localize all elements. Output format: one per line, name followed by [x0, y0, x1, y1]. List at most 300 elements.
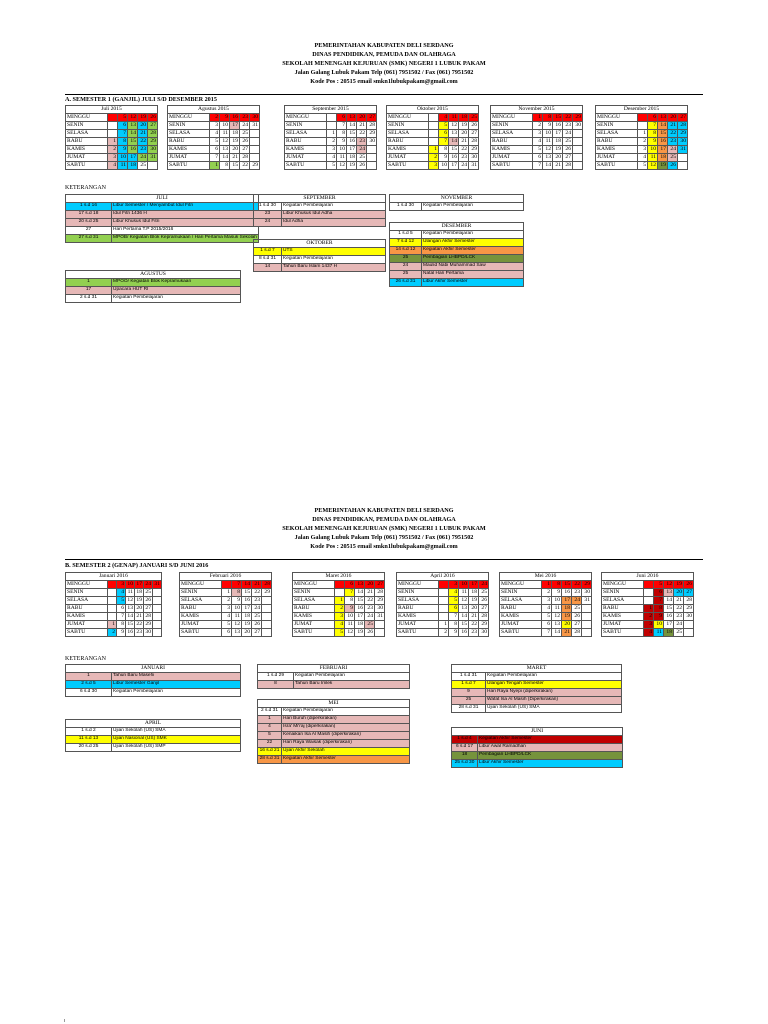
- date-cell: 22: [357, 130, 367, 138]
- week-row: [66, 629, 162, 637]
- week-row: [491, 122, 583, 130]
- date-cell: 20: [357, 114, 367, 122]
- week-row: [66, 146, 158, 154]
- note-date: 27: [66, 227, 112, 235]
- note-description: Ulangan Tengah Semester: [486, 681, 622, 689]
- date-cell: [375, 629, 385, 637]
- week-row: [596, 154, 688, 162]
- date-cell: 8: [232, 589, 242, 597]
- date-cell: [429, 130, 439, 138]
- date-cell: 27: [145, 605, 151, 611]
- date-cell: [644, 589, 654, 597]
- note-description: Kegiatan Pembelajaran: [282, 256, 386, 264]
- week-row: [500, 621, 592, 629]
- date-cell: 9: [232, 597, 242, 605]
- date-cell: 5: [638, 162, 648, 170]
- note-date: 5: [258, 732, 282, 740]
- note-description: Kegiatan Pembelajaran: [112, 689, 241, 697]
- date-cell: 11: [337, 154, 347, 162]
- date-cell: 31: [469, 162, 479, 170]
- date-cell: 28: [572, 629, 582, 637]
- week-row: [285, 162, 377, 170]
- date-cell: 28: [262, 581, 272, 589]
- date-cell: 25: [365, 621, 375, 629]
- note-date: 1 s.d 31: [452, 673, 486, 681]
- month-title: April 2016: [397, 573, 489, 581]
- week-row: [387, 146, 479, 154]
- date-cell: 13: [658, 114, 668, 122]
- day-name: SENIN: [596, 122, 638, 130]
- date-cell: 25: [240, 130, 250, 138]
- week-row: [180, 629, 272, 637]
- week-row: [66, 122, 158, 130]
- date-cell: 24: [459, 162, 469, 170]
- date-cell: 1: [542, 581, 552, 589]
- date-cell: 4: [108, 162, 118, 170]
- note-row: [66, 681, 241, 689]
- note-row: [390, 263, 524, 271]
- week-row: [500, 629, 592, 637]
- date-cell: 24: [145, 581, 151, 587]
- date-cell: 19: [562, 613, 572, 621]
- note-description: Kegiatan Pembelajaran: [422, 231, 524, 239]
- note-date: 25 s.d 30: [452, 760, 478, 768]
- note-date: 2 s.d 31: [258, 708, 282, 716]
- date-cell: 10: [232, 605, 242, 613]
- note-date: 16 s.d 21: [258, 748, 282, 756]
- date-cell: 22: [365, 597, 375, 605]
- week-row: [180, 581, 272, 589]
- note-description: Natal Hari Pertama: [422, 271, 524, 279]
- letterhead-2: [0, 506, 768, 551]
- date-cell: 1: [335, 597, 345, 605]
- date-cell: [262, 629, 272, 637]
- date-cell: 28: [375, 589, 385, 597]
- note-date: 1 s.d 5: [390, 231, 422, 239]
- date-cell: 6: [337, 114, 347, 122]
- week-row: [387, 138, 479, 146]
- date-cell: [678, 154, 688, 162]
- date-cell: 8: [220, 162, 230, 170]
- note-month-title: JUNI: [452, 728, 623, 736]
- week-row: [293, 581, 385, 589]
- date-cell: 5: [533, 146, 543, 154]
- note-description: Libur Khusus Idul Fitri: [112, 219, 259, 227]
- date-cell: 20: [562, 621, 572, 629]
- month-calendar: [490, 105, 583, 170]
- week-row: [66, 597, 162, 605]
- note-month-title: NOVEMBER: [390, 195, 524, 203]
- date-cell: 30: [367, 138, 377, 146]
- date-cell: 15: [459, 621, 469, 629]
- note-table-juni: [451, 727, 623, 768]
- week-row: [66, 605, 162, 613]
- date-cell: 29: [367, 130, 377, 138]
- date-cell: 18: [562, 605, 572, 613]
- date-cell: 17: [449, 162, 459, 170]
- date-cell: 6: [117, 605, 126, 613]
- week-row: [491, 114, 583, 122]
- note-description: Idul Fitri 1436 H: [112, 211, 259, 219]
- day-name: SELASA: [491, 130, 533, 138]
- date-cell: 11: [543, 138, 553, 146]
- date-cell: 8: [654, 605, 664, 613]
- date-cell: 24: [668, 146, 678, 154]
- date-cell: 19: [355, 629, 365, 637]
- date-cell: 2: [439, 629, 449, 637]
- date-cell: 8: [552, 581, 562, 589]
- date-cell: 25: [563, 138, 573, 146]
- day-name: SENIN: [285, 122, 327, 130]
- day-name: MINGGU: [293, 581, 335, 589]
- date-cell: 16: [242, 597, 252, 605]
- date-cell: 18: [128, 162, 138, 170]
- date-cell: 12: [232, 621, 242, 629]
- date-cell: 14: [552, 629, 562, 637]
- note-row: [452, 697, 622, 705]
- date-cell: 28: [148, 130, 158, 138]
- note-date: 28 s.d 31: [452, 705, 486, 713]
- day-name: MINGGU: [602, 581, 644, 589]
- date-cell: 9: [220, 114, 230, 122]
- note-date: 25: [390, 255, 422, 263]
- date-cell: 5: [118, 114, 128, 122]
- note-date: 17 s.d 18: [66, 211, 112, 219]
- note-description: Maulid Nabi Muhammad Saw: [422, 263, 524, 271]
- note-row: [66, 736, 241, 744]
- date-cell: 3: [533, 130, 543, 138]
- week-row: [596, 162, 688, 170]
- date-cell: [573, 146, 583, 154]
- date-cell: [367, 154, 377, 162]
- note-date: 26 s.d 31: [390, 279, 422, 287]
- letterhead-line-3: SEKOLAH MENENGAH KEJURUAN (SMK) NEGERI 1 LUBUK PAKAM: [282, 60, 486, 67]
- date-cell: 7: [118, 130, 128, 138]
- day-name: SELASA: [66, 130, 108, 138]
- week-row: [491, 162, 583, 170]
- note-description: Libur Khusus Idul Adha: [282, 211, 386, 219]
- note-month-title: AGUSTUS: [66, 271, 241, 279]
- date-cell: [429, 114, 439, 122]
- week-row: [66, 581, 162, 589]
- letterhead-1: [0, 41, 768, 86]
- date-cell: 21: [230, 154, 240, 162]
- note-table-oktober: [253, 239, 386, 272]
- date-cell: 12: [337, 162, 347, 170]
- date-cell: 24: [365, 613, 375, 621]
- date-cell: 21: [365, 589, 375, 597]
- day-name: RABU: [293, 605, 335, 613]
- week-row: [168, 138, 260, 146]
- date-cell: 19: [658, 162, 668, 170]
- note-table-januari: [65, 664, 241, 697]
- date-cell: 24: [252, 605, 262, 613]
- date-cell: 28: [240, 154, 250, 162]
- note-row: [258, 716, 410, 724]
- date-cell: 21: [668, 122, 678, 130]
- date-cell: 16: [664, 613, 674, 621]
- day-name: KAMIS: [66, 613, 108, 621]
- day-name: SENIN: [293, 589, 335, 597]
- month-title: Februari 2016: [180, 573, 272, 581]
- date-cell: 17: [355, 613, 365, 621]
- note-row: [452, 689, 622, 697]
- date-cell: 14: [449, 138, 459, 146]
- date-cell: 19: [553, 146, 563, 154]
- date-cell: 14: [658, 122, 668, 130]
- note-date: 1 s.d 7: [452, 681, 486, 689]
- date-cell: 5: [439, 122, 449, 130]
- date-cell: 8: [345, 597, 355, 605]
- note-description: Libur Semester Ganjil: [112, 681, 241, 689]
- note-description: MPOB/ Kegiatan Blok Kepramukaan / Hari Pertama Masuk Sekolah: [112, 235, 259, 243]
- week-row: [66, 114, 158, 122]
- date-cell: 6: [439, 130, 449, 138]
- note-description: Kegiatan Pembelajaran: [282, 708, 410, 716]
- date-cell: 19: [230, 138, 240, 146]
- day-name: SELASA: [500, 597, 542, 605]
- date-cell: 15: [664, 605, 674, 613]
- note-month-title: APRIL: [66, 720, 241, 728]
- week-row: [285, 130, 377, 138]
- date-cell: 2: [429, 154, 439, 162]
- date-cell: 13: [543, 154, 553, 162]
- note-date: 6 s.d 17: [452, 744, 478, 752]
- date-cell: 27: [367, 114, 377, 122]
- date-cell: [153, 621, 162, 629]
- day-name: JUMAT: [500, 621, 542, 629]
- date-cell: 30: [469, 154, 479, 162]
- note-description: Tahun Baru Masehi: [112, 673, 241, 681]
- date-cell: 21: [562, 629, 572, 637]
- date-cell: 5: [117, 597, 126, 605]
- date-cell: [439, 581, 449, 589]
- date-cell: 22: [138, 138, 148, 146]
- date-cell: 3: [429, 162, 439, 170]
- date-cell: [108, 597, 117, 605]
- date-cell: 6: [210, 146, 220, 154]
- note-table-maret: [451, 664, 622, 713]
- note-row: [66, 219, 259, 227]
- date-cell: 25: [357, 154, 367, 162]
- day-name: KAMIS: [602, 613, 644, 621]
- week-row: [397, 597, 489, 605]
- day-name: MINGGU: [397, 581, 439, 589]
- date-cell: [573, 130, 583, 138]
- date-cell: [429, 138, 439, 146]
- date-cell: 29: [145, 621, 151, 627]
- date-cell: 27: [148, 122, 158, 130]
- date-cell: 1: [108, 621, 117, 629]
- date-cell: 6: [654, 589, 664, 597]
- date-cell: 15: [562, 581, 572, 589]
- week-row: [387, 154, 479, 162]
- day-name: KAMIS: [491, 146, 533, 154]
- date-cell: 16: [658, 138, 668, 146]
- note-row: [452, 760, 623, 768]
- note-row: [390, 255, 524, 263]
- date-cell: 3: [327, 146, 337, 154]
- date-cell: 9: [117, 629, 126, 637]
- date-cell: 22: [240, 162, 250, 170]
- day-name: SELASA: [596, 130, 638, 138]
- date-cell: 14: [347, 122, 357, 130]
- note-description: Libur Awal Ramadhan: [478, 744, 623, 752]
- week-row: [596, 122, 688, 130]
- date-cell: 20: [138, 122, 148, 130]
- day-name: JUMAT: [491, 154, 533, 162]
- date-cell: 7: [345, 589, 355, 597]
- date-cell: 8: [439, 146, 449, 154]
- date-cell: 2: [327, 138, 337, 146]
- date-cell: 12: [648, 162, 658, 170]
- date-cell: 8: [118, 138, 128, 146]
- letterhead-line-4: Jalan Galang Lubuk Pakam Telp (061) 7951502 / Fax (061) 7951502: [294, 534, 474, 541]
- date-cell: 11: [552, 605, 562, 613]
- date-cell: 25: [479, 589, 489, 597]
- date-cell: 19: [138, 114, 148, 122]
- date-cell: 30: [375, 605, 385, 613]
- day-name: SELASA: [293, 597, 335, 605]
- day-name: SENIN: [168, 122, 210, 130]
- date-cell: 13: [127, 605, 133, 611]
- day-name: SENIN: [180, 589, 222, 597]
- date-cell: 3: [644, 621, 654, 629]
- date-cell: 18: [664, 629, 674, 637]
- date-cell: 11: [654, 629, 664, 637]
- day-name: JUMAT: [180, 621, 222, 629]
- note-row: [254, 256, 386, 264]
- date-cell: 16: [230, 114, 240, 122]
- date-cell: 19: [674, 581, 684, 589]
- date-cell: 2: [108, 146, 118, 154]
- date-cell: 30: [145, 629, 151, 635]
- date-cell: 24: [240, 122, 250, 130]
- week-row: [397, 629, 489, 637]
- date-cell: 2: [638, 138, 648, 146]
- note-date: 8: [258, 681, 294, 689]
- date-cell: [108, 581, 117, 589]
- date-cell: [250, 154, 260, 162]
- date-cell: 17: [230, 122, 240, 130]
- date-cell: 4: [222, 613, 232, 621]
- date-cell: 28: [469, 138, 479, 146]
- note-row: [258, 740, 410, 748]
- week-row: [168, 122, 260, 130]
- note-date: 20 s.d 25: [66, 219, 112, 227]
- date-cell: 2: [210, 114, 220, 122]
- date-cell: 27: [240, 146, 250, 154]
- note-description: Kegiatan Pembelajaran: [294, 673, 410, 681]
- divider: [65, 559, 703, 560]
- note-description: Hari Raya Waisak (diperkirakan): [282, 740, 410, 748]
- date-cell: 27: [563, 154, 573, 162]
- date-cell: 7: [449, 613, 459, 621]
- date-cell: 18: [136, 589, 142, 595]
- month-calendar: [284, 105, 377, 170]
- semester-1-title: A. SEMESTER 1 (GANJIL) JULI S/D DESEMBER 2015: [65, 96, 217, 103]
- date-cell: 17: [553, 130, 563, 138]
- date-cell: 5: [222, 621, 232, 629]
- date-cell: [262, 597, 272, 605]
- note-row: [452, 705, 622, 713]
- date-cell: 5: [654, 581, 664, 589]
- day-name: JUMAT: [66, 154, 108, 162]
- week-row: [285, 138, 377, 146]
- date-cell: 14: [664, 597, 674, 605]
- note-description: Ujian Sekolah (US) SMP: [112, 744, 241, 752]
- note-description: Ujian Akhir Sekolah: [282, 748, 410, 756]
- note-description: Kegiatan Pembelajaran: [422, 203, 524, 211]
- date-cell: 21: [357, 122, 367, 130]
- date-cell: 26: [148, 114, 158, 122]
- date-cell: 11: [232, 613, 242, 621]
- week-row: [397, 621, 489, 629]
- week-row: [596, 114, 688, 122]
- date-cell: 17: [128, 154, 138, 162]
- date-cell: 25: [145, 589, 151, 595]
- date-cell: 4: [210, 130, 220, 138]
- week-row: [602, 605, 694, 613]
- note-date: 1: [258, 716, 282, 724]
- day-name: JUMAT: [285, 154, 327, 162]
- date-cell: 26: [563, 146, 573, 154]
- note-date: 7 s.d 12: [390, 239, 422, 247]
- week-row: [500, 605, 592, 613]
- week-row: [397, 589, 489, 597]
- note-row: [452, 673, 622, 681]
- note-date: 6 s.d 30: [66, 689, 112, 697]
- date-cell: 3: [117, 581, 126, 589]
- note-row: [254, 219, 386, 227]
- day-name: KAMIS: [397, 613, 439, 621]
- day-name: RABU: [397, 605, 439, 613]
- date-cell: 17: [658, 146, 668, 154]
- note-description: Pembagian LHBPD/LCK: [422, 255, 524, 263]
- date-cell: 18: [459, 114, 469, 122]
- note-date: 17: [66, 287, 112, 295]
- date-cell: 29: [684, 605, 694, 613]
- day-name: SABTU: [596, 162, 638, 170]
- date-cell: 26: [469, 122, 479, 130]
- date-cell: 20: [668, 114, 678, 122]
- day-name: KAMIS: [168, 146, 210, 154]
- letterhead-line-3: SEKOLAH MENENGAH KEJURUAN (SMK) NEGERI 1 LUBUK PAKAM: [282, 525, 486, 532]
- date-cell: 6: [222, 629, 232, 637]
- day-name: JUMAT: [397, 621, 439, 629]
- date-cell: 19: [347, 162, 357, 170]
- date-cell: 22: [136, 621, 142, 627]
- date-cell: 18: [469, 589, 479, 597]
- date-cell: 3: [638, 146, 648, 154]
- letterhead-line-1: PEMERINTAHAN KABUPATEN DELI SERDANG: [314, 42, 454, 49]
- month-title: Desember 2015: [596, 106, 688, 114]
- date-cell: [250, 138, 260, 146]
- note-row: [66, 728, 241, 736]
- date-cell: 23: [240, 114, 250, 122]
- week-row: [180, 621, 272, 629]
- date-cell: [108, 130, 118, 138]
- date-cell: 13: [459, 605, 469, 613]
- month-title: November 2015: [491, 106, 583, 114]
- week-row: [180, 613, 272, 621]
- date-cell: [573, 162, 583, 170]
- date-cell: 21: [674, 597, 684, 605]
- date-cell: 14: [128, 130, 138, 138]
- week-row: [285, 114, 377, 122]
- date-cell: 15: [658, 130, 668, 138]
- note-description: Kegiatan Pembelajaran: [486, 673, 622, 681]
